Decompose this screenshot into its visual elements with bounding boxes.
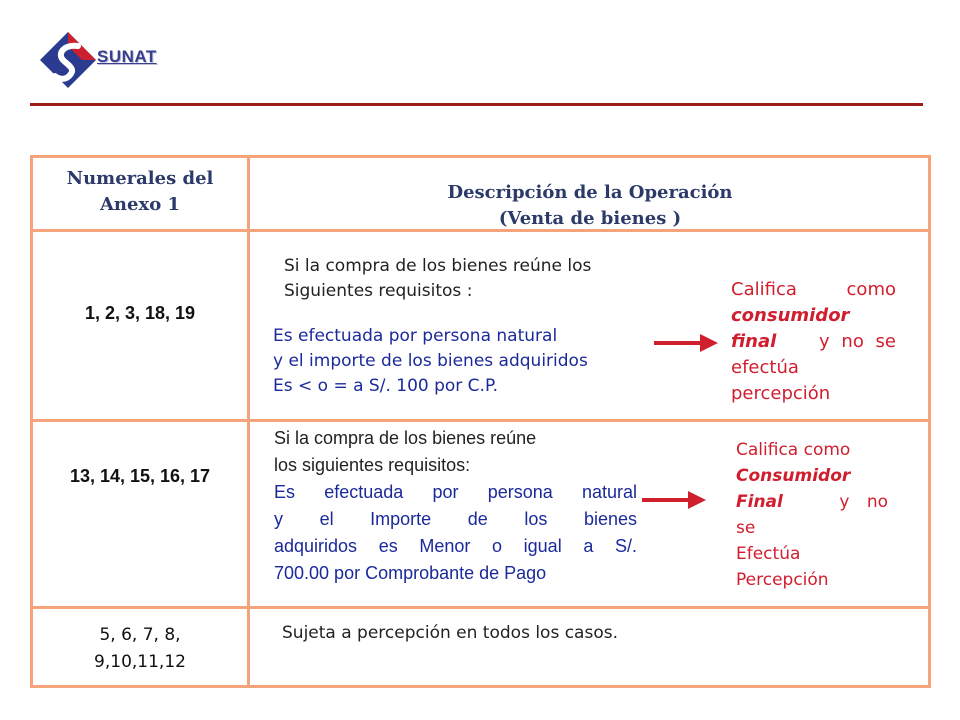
row1-arrow-icon [654, 331, 720, 355]
row1-condition: Es efectuada por persona natural y el importe de los bienes adquiridos Es < o = a S/. 100 por C.P. [273, 326, 588, 396]
header-descripcion: Descripción de la Operación (Venta de bienes ) [447, 182, 733, 229]
row1-result: Califica como consumidor final y no se efectúa percepción [731, 279, 896, 404]
sunat-logo-icon [38, 30, 98, 90]
row1-intro: Si la compra de los bienes reúne los Siguientes requisitos : [284, 256, 592, 301]
row2-numerals: 13, 14, 15, 16, 17 [69, 466, 211, 486]
row2-description: Si la compra de los bienes reúne los siguientes requisitos: Es efectuada por persona natural y el Importe de los bienes adquiridos es Menor o igual a S/. 700.00 por Comprobante de Pago [274, 428, 637, 583]
row1-numerals: 1, 2, 3, 18, 19 [84, 303, 196, 323]
row3-numerals: 5, 6, 7, 8, 9,10,11,12 [94, 625, 186, 672]
header-numerales: Numerales del Anexo 1 [66, 168, 214, 215]
header-rule [30, 103, 923, 106]
row3-description: Sujeta a percepción en todos los casos. [282, 623, 618, 643]
logo-text: SUNAT [97, 47, 157, 66]
row2-arrow-icon [642, 488, 708, 512]
row2-result: Califica como Consumidor Final y no se Efectúa Percepción [736, 440, 888, 590]
